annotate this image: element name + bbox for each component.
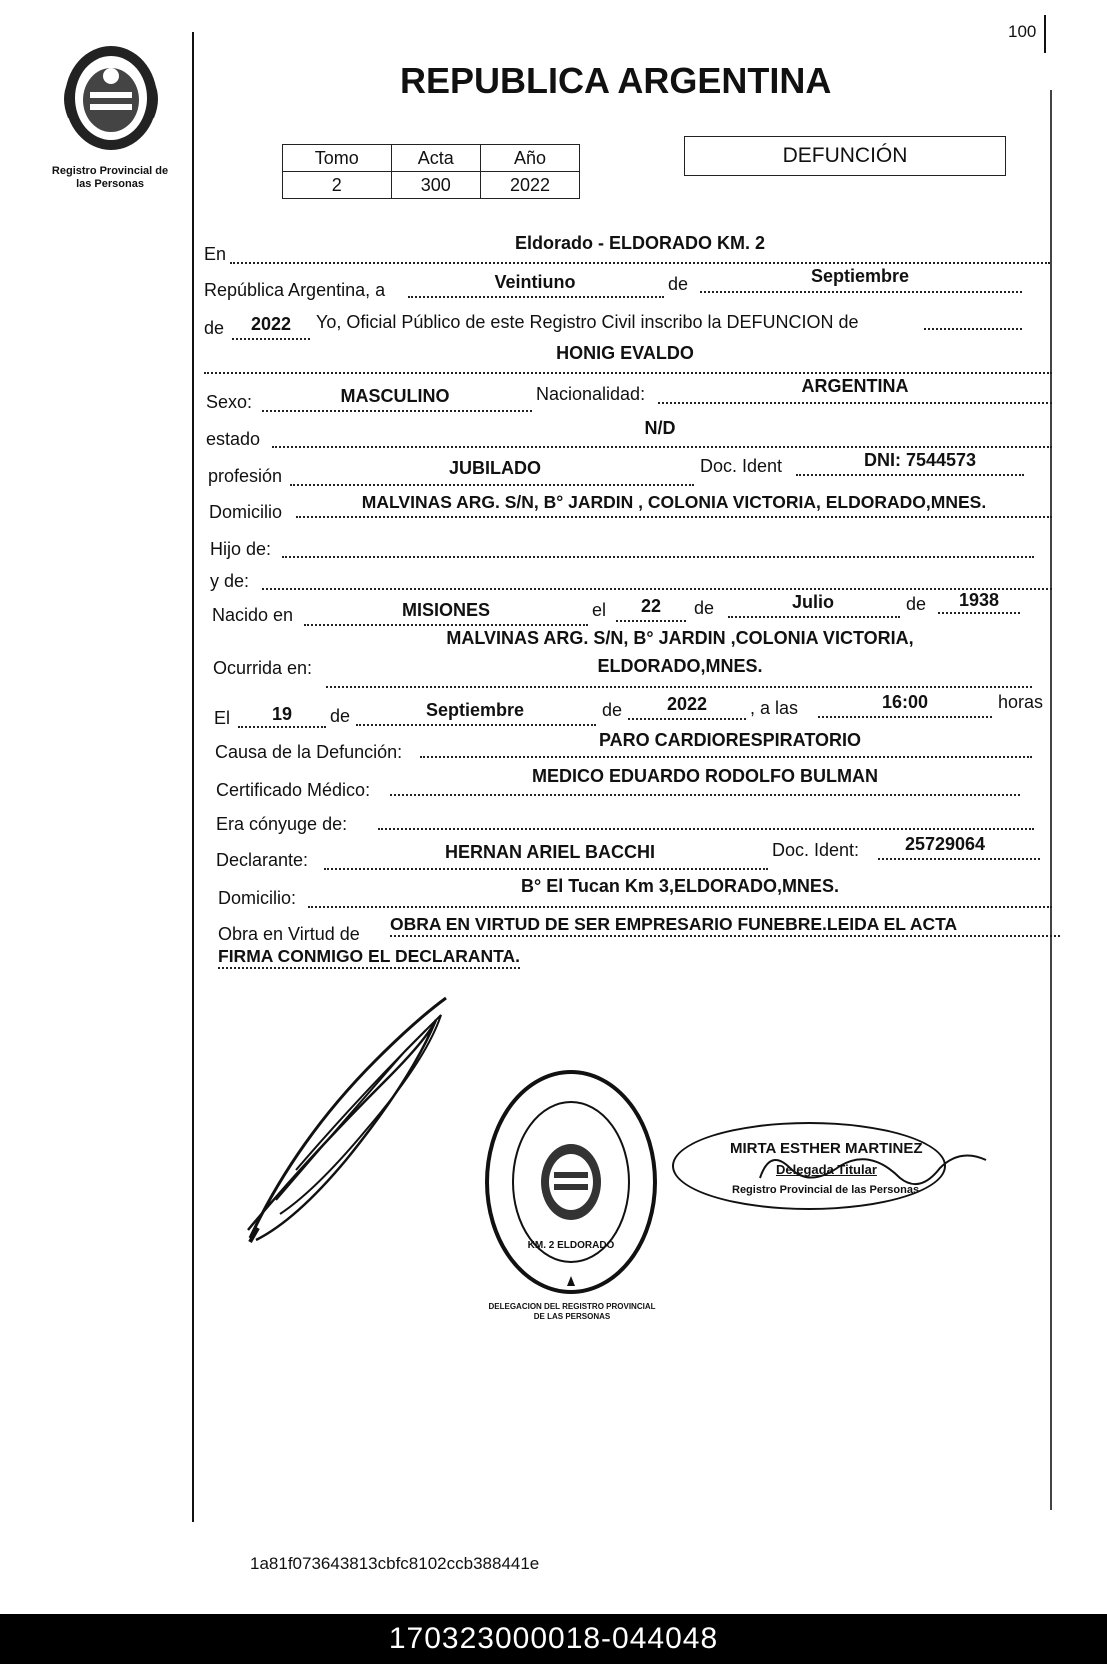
- certificado-dots: [390, 794, 1020, 796]
- yde-label: y de:: [210, 571, 250, 591]
- declarante-value: HERNAN ARIEL BACCHI: [444, 842, 655, 862]
- el2-label: El: [214, 708, 231, 728]
- dia-value: Veintiuno: [494, 272, 576, 292]
- hijo-dots: [282, 556, 1034, 558]
- page-number: 100: [1008, 22, 1037, 41]
- stamp-circle-text: DELEGACION DEL REGISTRO PROVINCIAL DE LAS PERSONAS: [488, 1302, 656, 1321]
- acta-value: 300: [391, 172, 480, 199]
- deceased-name: HONIG EVALDO: [556, 343, 694, 363]
- estado-value: N/D: [644, 418, 676, 438]
- causa-dots: [420, 756, 1032, 758]
- declarante-label: Declarante:: [216, 850, 309, 870]
- nac-dia-dots: [616, 620, 686, 622]
- registry-stamp: [482, 1068, 660, 1296]
- logo-caption: [30, 165, 190, 191]
- signatory-name: MIRTA ESTHER MARTINEZ: [730, 1140, 923, 1157]
- record-table: [282, 144, 580, 199]
- obra-label: Obra en Virtud de: [218, 924, 360, 944]
- yde-dots: [262, 588, 1052, 590]
- anio-value: 2022: [480, 172, 579, 199]
- el-label: el: [592, 600, 607, 620]
- ocurrida-dots: [326, 686, 1032, 688]
- en-label: En: [204, 244, 227, 264]
- nacido-value: MISIONES: [401, 600, 490, 620]
- nacionalidad-label: Nacionalidad:: [536, 384, 646, 404]
- profesion-dots: [290, 484, 694, 486]
- acta-label: Acta: [391, 145, 480, 172]
- anio-label: Año: [480, 145, 579, 172]
- decl-domicilio-dots: [308, 906, 1052, 908]
- def-mes-dots: [356, 724, 596, 726]
- def-dia-value: 19: [271, 704, 293, 724]
- oficial-text: Yo, Oficial Público de este Registro Civil inscribo la DEFUNCION de: [316, 312, 859, 332]
- causa-label: Causa de la Defunción:: [215, 742, 403, 762]
- mes-value: Septiembre: [810, 266, 910, 286]
- def-anio-value: 2022: [666, 694, 708, 714]
- document-title: REPUBLICA ARGENTINA: [400, 60, 832, 101]
- decl-domicilio-value: B° El Tucan Km 3,ELDORADO,MNES.: [521, 876, 839, 896]
- right-margin-line: [1050, 90, 1052, 1510]
- causa-value: PARO CARDIORESPIRATORIO: [598, 730, 862, 750]
- ocurrida-line2: ELDORADO,MNES.: [597, 656, 763, 676]
- ocurrida-label: Ocurrida en:: [213, 658, 313, 678]
- de-label: de: [668, 274, 689, 294]
- tomo-label: Tomo: [283, 145, 392, 172]
- def-hora-value: 16:00: [881, 692, 929, 712]
- record-type-box: DEFUNCIÓN: [684, 136, 1006, 176]
- signatory-signature: [750, 1138, 990, 1198]
- nacido-label: Nacido en: [212, 605, 294, 625]
- nac-de2-label: de: [906, 594, 927, 614]
- de2-label: de: [204, 318, 225, 338]
- estado-dots: [272, 446, 1052, 448]
- document-hash: 1a81f073643813cbfc8102ccb388441e: [250, 1554, 540, 1573]
- decl-doc-label: Doc. Ident:: [772, 840, 860, 860]
- nac-mes-value: Julio: [791, 592, 834, 612]
- doc-dots: [796, 474, 1024, 476]
- def-de-label: de: [330, 706, 351, 726]
- obra-value-line1: OBRA EN VIRTUD DE SER EMPRESARIO FUNEBRE.LEIDA EL ACTA: [390, 914, 1060, 937]
- en-dots: [230, 262, 1050, 264]
- nac-de-label: de: [694, 598, 715, 618]
- nac-anio-dots: [938, 612, 1020, 614]
- signature-scribble-icon: [236, 990, 476, 1250]
- nac-dia-value: 22: [640, 596, 662, 616]
- def-de2-label: de: [602, 700, 623, 720]
- declarant-signature: [236, 990, 476, 1250]
- def-anio-dots: [628, 718, 746, 720]
- nacionalidad-dots: [658, 402, 1052, 404]
- domicilio-dots: [296, 516, 1052, 518]
- signatory-org: Registro Provincial de las Personas: [732, 1184, 920, 1196]
- mes-dots: [700, 291, 1022, 293]
- stamp-inner-text: KM. 2 ELDORADO: [527, 1240, 615, 1251]
- logo-caption-line2: las Personas: [76, 178, 144, 190]
- domicilio-value: MALVINAS ARG. S/N, B° JARDIN , COLONIA VICTORIA, ELDORADO,MNES.: [361, 492, 987, 512]
- obra-value-line2: FIRMA CONMIGO EL DECLARANTA.: [218, 946, 520, 969]
- anio-value: 2022: [250, 314, 292, 334]
- sexo-dots: [262, 410, 532, 412]
- def-dia-dots: [238, 726, 326, 728]
- ocurrida-line1: MALVINAS ARG. S/N, B° JARDIN ,COLONIA VICTORIA,: [446, 628, 914, 648]
- province-seal-icon: [58, 42, 164, 154]
- sexo-value: MASCULINO: [340, 386, 450, 406]
- nacionalidad-value: ARGENTINA: [801, 376, 909, 396]
- signature-stroke-icon: [750, 1138, 990, 1198]
- signatory-role: Delegada Titular: [776, 1162, 877, 1177]
- alas-label: , a las: [750, 698, 799, 718]
- decl-domicilio-label: Domicilio:: [218, 888, 297, 908]
- decl-doc-value: 25729064: [904, 834, 986, 854]
- certificado-value: MEDICO EDUARDO RODOLFO BULMAN: [532, 766, 878, 786]
- nacido-dots: [304, 624, 588, 626]
- hijo-label: Hijo de:: [210, 539, 272, 559]
- horas-label: horas: [998, 692, 1044, 712]
- def-mes-value: Septiembre: [425, 700, 525, 720]
- left-margin-line: [192, 32, 194, 1522]
- decl-doc-dots: [878, 858, 1040, 860]
- barcode-footer: 170323000018-044048: [0, 1614, 1107, 1664]
- def-hora-dots: [818, 716, 992, 718]
- registry-stamp-icon: [482, 1068, 660, 1296]
- oficial-dots: [924, 328, 1022, 330]
- sexo-label: Sexo:: [206, 392, 253, 412]
- certificado-label: Certificado Médico:: [216, 780, 371, 800]
- tomo-value: 2: [283, 172, 392, 199]
- profesion-value: JUBILADO: [448, 458, 541, 478]
- logo-caption-line1: Registro Provincial de: [51, 165, 169, 177]
- nac-mes-dots: [728, 616, 900, 618]
- republica-label: República Argentina, a: [204, 280, 386, 300]
- nombre-dots: [204, 372, 1052, 374]
- domicilio-label: Domicilio: [209, 502, 283, 522]
- dia-dots: [408, 296, 664, 298]
- anio-dots: [232, 338, 310, 340]
- estado-label: estado: [206, 429, 261, 449]
- conyuge-label: Era cónyuge de:: [216, 814, 348, 834]
- en-value: Eldorado - ELDORADO KM. 2: [514, 233, 765, 253]
- declarante-dots: [324, 868, 768, 870]
- doc-ident-value: DNI: 7544573: [863, 450, 977, 470]
- conyuge-dots: [378, 828, 1034, 830]
- profesion-label: profesión: [208, 466, 283, 486]
- doc-ident-label: Doc. Ident: [700, 456, 783, 476]
- province-logo: [58, 42, 164, 154]
- right-border-top: [1044, 15, 1046, 53]
- nac-anio-value: 1938: [958, 590, 1000, 610]
